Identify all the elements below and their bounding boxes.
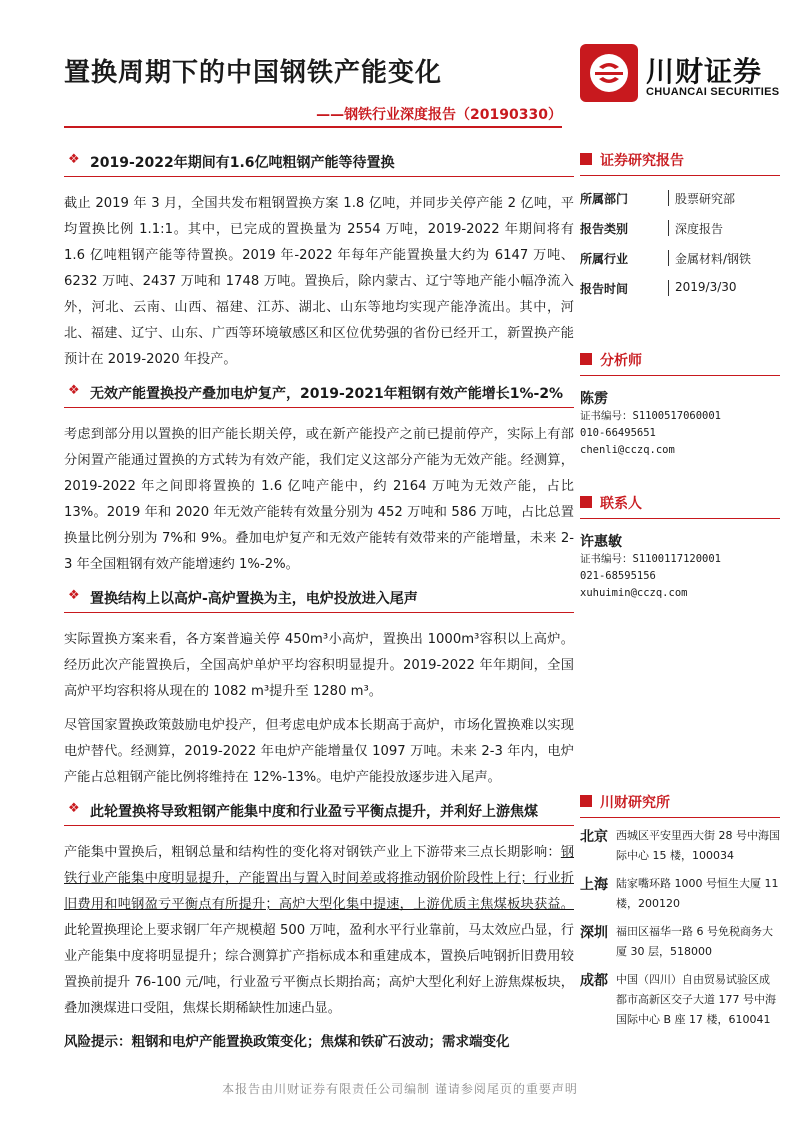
- paragraph: [64, 840, 574, 1022]
- office-address: 福田区福华一路 6 号免税商务大厦 30 层，518000: [616, 925, 773, 958]
- paragraph: 考虑到部分用以置换的旧产能长期关停，或在新产能投产之前已提前停产，实际上有部分闲置产能通过置换的方式转为有效产能，我们定义这部分产能为无效产能。经测算，2019-2022 年之间即将置换的 1.6 亿吨产能中，约 2164 万吨为无效产能，占比 13%。2019 年和 2020 年无效产能转有效量分别为 452 万吨和 586 万吨，占比总置换量比例分别为 7%和 9%。叠加电炉复产和无效产能转有效带来的产能增量，未来 2-3 年全国粗钢有效产能增速约 1%-2%。: [64, 427, 574, 572]
- analyst-phone: 010-66495651: [580, 427, 656, 439]
- risk-warning: 风险提示：粗钢和电炉产能置换政策变化；焦煤和铁矿石波动；需求端变化: [64, 1034, 510, 1050]
- info-row: [580, 250, 780, 266]
- section-heading: [64, 383, 574, 408]
- chuancai-logo-icon: [580, 44, 638, 102]
- section-heading-text: 无效产能置换投产叠加电炉复产，2019-2021年粗钢有效产能增长1%-2%: [90, 386, 564, 402]
- office-address: 西城区平安里西大街 28 号中海国际中心 15 楼，100034: [616, 829, 780, 862]
- paragraph: 截止 2019 年 3 月，全国共发布粗钢置换方案 1.8 亿吨，并同步关停产能 2 亿吨，平均置换比例 1.1:1。其中，已完成的置换量为 2554 万吨，2019-2022 年期间将有 1.6 亿吨粗钢产能等待置换。2019 年-2022 年每年产能置换量大约为 6147 万吨、6232 万吨、2437 万吨和 1748 万吨。置换后，除内蒙古、辽宁等地产能小幅净流入外，河北、云南、山西、福建、江苏、湖北、山东等地均实现产能净流出。其中，河北、福建、辽宁、山东、广西等环境敏感区和区位优势强的省份已经开工，新置换产能预计在 2019-2020 年投产。: [64, 196, 574, 367]
- contact-label: 联系人: [600, 496, 642, 512]
- institute-label: 川财研究所: [600, 795, 670, 811]
- info-row: [580, 190, 780, 206]
- office-address: 中国（四川）自由贸易试验区成都市高新区交子大道 177 号中海国际中心 B 座 17 楼，610041: [616, 973, 776, 1026]
- info-value: 股票研究部: [668, 190, 735, 206]
- institute-heading: [580, 792, 780, 818]
- info-value: 深度报告: [668, 220, 723, 236]
- main-content: [64, 142, 574, 1050]
- section-heading-text: 此轮置换将导致粗钢产能集中度和行业盈亏平衡点提升，并利好上游焦煤: [90, 804, 538, 820]
- office-address: 陆家嘴环路 1000 号恒生大厦 11 楼，200120: [616, 877, 779, 910]
- office-city: 成都: [580, 973, 608, 989]
- paragraph: 尽管国家置换政策鼓励电炉投产，但考虑电炉成本长期高于高炉，市场化置换难以实现电炉替代。经测算，2019-2022 年电炉产能增量仅 1097 万吨。未来 2-3 年内，电炉产能占总粗钢产能比例将维持在 12%-13%。电炉产能投放逐步进入尾声。: [64, 718, 574, 785]
- paragraph-lead: 产能集中置换后，粗钢总量和结构性的变化将对钢铁产业上下游带来三点长期影响：: [64, 845, 561, 860]
- contact-name: 许惠敏: [580, 534, 622, 550]
- contact-heading: [580, 493, 780, 519]
- paragraph: 实际置换方案来看，各方案普遍关停 450m³小高炉，置换出 1000m³容积以上高炉。经历此次产能置换后，全国高炉单炉平均容积明显提升。2019-2022 年年期间，全国高炉平均容积将从现在的 1082 m³提升至 1280 m³。: [64, 632, 574, 699]
- paragraph-underlined: 钢铁行业产能集中度明显提升，产能置出与置入时间差或将推动钢价阶段性上行；行业折旧费用和吨钢盈亏平衡点有所提升；高炉大型化集中提速，上游优质主焦煤板块获益。: [64, 845, 574, 912]
- info-key: 报告时间: [580, 282, 629, 296]
- office-entry: [580, 826, 780, 866]
- page-subtitle: ——钢铁行业深度报告（20190330）: [316, 107, 562, 123]
- section-heading-text: 2019-2022年期间有1.6亿吨粗钢产能等待置换: [90, 155, 395, 171]
- square-bullet-icon: [580, 496, 592, 508]
- diamond-bullet-icon: ❖: [68, 152, 80, 167]
- office-entry: [580, 874, 780, 914]
- office-entry: [580, 922, 780, 962]
- office-city: 北京: [580, 829, 608, 845]
- contact-phone: 021-68595156: [580, 570, 656, 582]
- section-heading: [64, 588, 574, 613]
- sidebar: [580, 150, 780, 1030]
- footer-disclaimer: 本报告由川财证券有限责任公司编制 谨请参阅尾页的重要声明: [222, 1082, 578, 1096]
- analyst-name: 陈雳: [580, 391, 608, 407]
- analyst-label: 分析师: [600, 353, 642, 369]
- analyst-email[interactable]: chenli@cczq.com: [580, 444, 675, 456]
- office-city: 深圳: [580, 925, 608, 941]
- research-report-label: 证券研究报告: [600, 153, 684, 169]
- info-value: 金属材料/钢铁: [668, 250, 751, 266]
- info-row: [580, 220, 780, 236]
- page-title: 置换周期下的中国钢铁产能变化: [64, 58, 443, 88]
- info-key: 所属部门: [580, 192, 629, 206]
- info-key: 报告类别: [580, 222, 629, 236]
- research-report-heading: [580, 150, 780, 176]
- office-city: 上海: [580, 877, 608, 893]
- diamond-bullet-icon: ❖: [68, 383, 80, 398]
- analyst-cert: 证书编号：S1100517060001: [580, 410, 722, 422]
- title-rule: [64, 126, 562, 128]
- info-key: 所属行业: [580, 252, 629, 266]
- square-bullet-icon: [580, 795, 592, 807]
- section-heading: [64, 152, 574, 177]
- square-bullet-icon: [580, 153, 592, 165]
- analyst-heading: [580, 350, 780, 376]
- square-bullet-icon: [580, 353, 592, 365]
- logo-text-en: CHUANCAI SECURITIES: [646, 86, 780, 98]
- diamond-bullet-icon: ❖: [68, 801, 80, 816]
- diamond-bullet-icon: ❖: [68, 588, 80, 603]
- paragraph-tail: 此轮置换理论上要求钢厂年产规模超 500 万吨，盈利水平行业靠前，马太效应凸显，行业产能集中度将明显提升；综合测算扩产指标成本和重建成本，置换后吨钢折旧费用较置换前提升 76-100 元/吨，行业盈亏平衡点长期抬高；高炉大型化利好上游焦煤板块，叠加澳煤进口受阻，焦煤长期稀缺性加速凸显。: [64, 923, 574, 1016]
- contact-cert: 证书编号：S1100117120001: [580, 553, 722, 565]
- office-entry: [580, 970, 780, 1030]
- section-heading: [64, 801, 574, 826]
- contact-email[interactable]: xuhuimin@cczq.com: [580, 587, 688, 599]
- info-value: 2019/3/30: [668, 280, 737, 296]
- info-row: [580, 280, 780, 296]
- logo-text-cn: 川财证券: [646, 55, 763, 88]
- section-heading-text: 置换结构上以高炉-高炉置换为主，电炉投放进入尾声: [90, 591, 418, 607]
